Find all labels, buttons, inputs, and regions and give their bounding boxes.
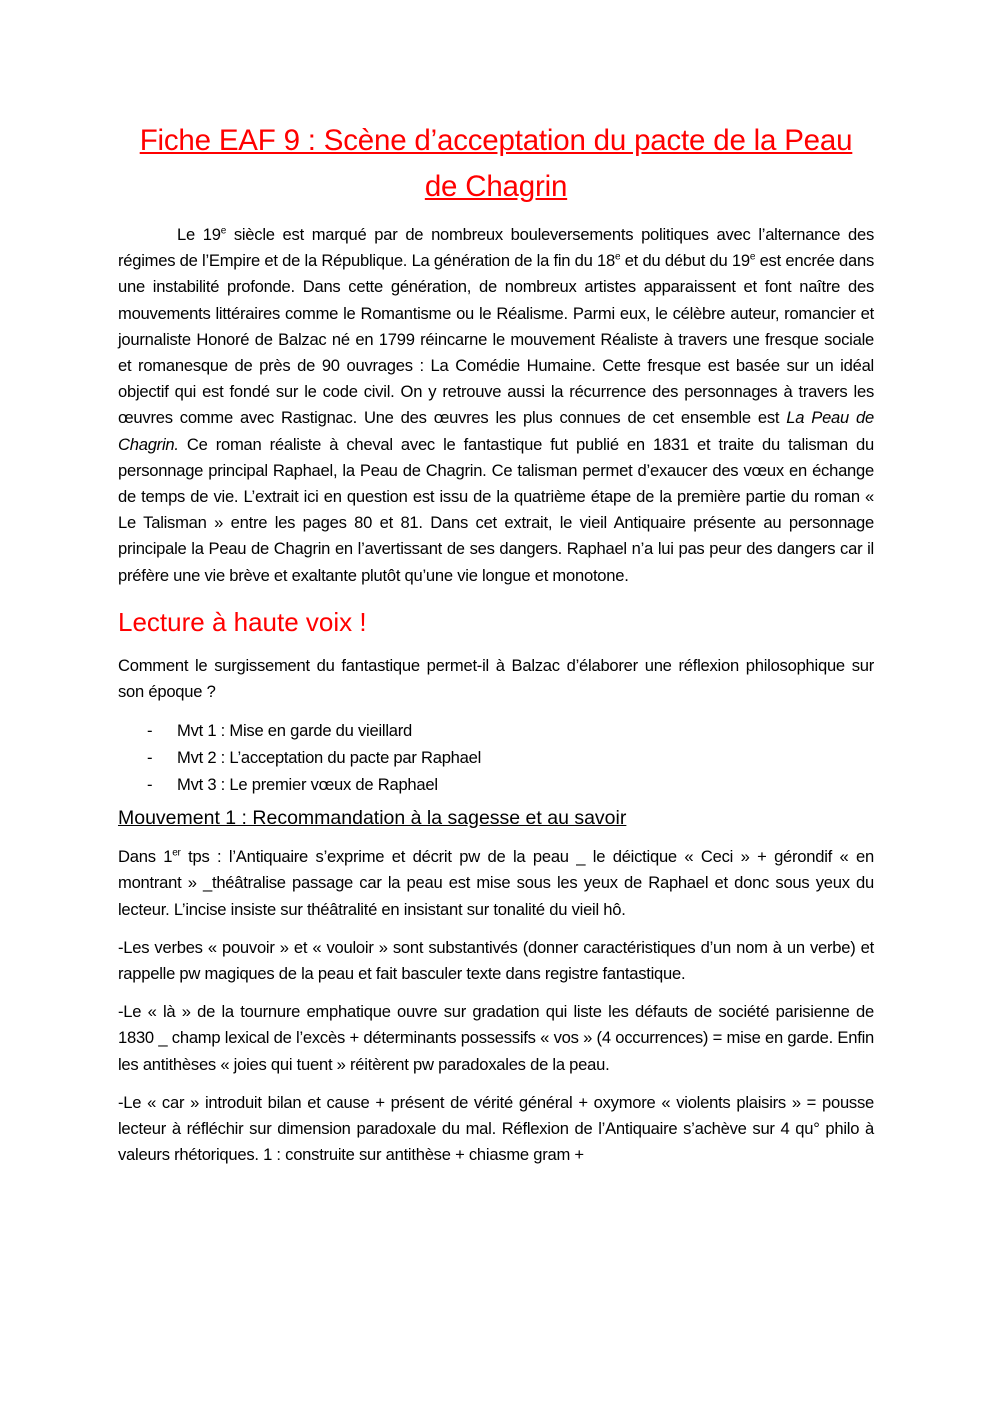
intro-sup-1: e [220,225,227,237]
list-item [118,717,874,744]
lecture-heading: Lecture à haute voix ! [118,606,367,637]
movement-1-heading: Mouvement 1 : Recommandation à la sagesse et au savoir [118,807,627,830]
movement-label: Mvt 1 : Mise en garde du vieillard [177,721,412,741]
analysis-paragraph-4: -Le « car » introduit bilan et cause + présent de vérité général + oxymore « violents plaisirs » = pousse lecteur à réfléchir sur dimension paradoxale du mal. Réflexion de l’Antiquaire s’achève sur 4 qu° philo à valeurs rhétoriques. 1 : construite sur antithèse + chiasme gram + [118,1092,874,1165]
movement-label: Mvt 2 : L’acceptation du pacte par Raphael [177,748,482,768]
title-line-2: de Chagrin [424,170,568,203]
intro-text-3: et du début du 19 [620,251,750,271]
intro-text-4: est encrée dans une instabilité profonde. Dans cette génération, de nombreux artistes apparaissent et font naître des mouvements littéraires comme le Romantisme ou le Réalisme. Parmi eux, le célèbre auteur, romancier et journaliste Honoré de Balzac né en 1799 réincarne le mouvement Réaliste à travers une fresque sociale et romanesque de près de 90 ouvrages : La Comédie Humaine. Cette fresque est basée sur un idéal objectif qui est fondé sur le code civil. On y retrouve aussi la récurrence des personnages à travers les œuvres comme avec Rastignac. Une des œuvres les plus connues de cet ensemble est [118,251,874,428]
analysis-sup: er [172,847,181,859]
list-dash: - [147,775,153,795]
title-line-1: Fiche EAF 9 : Scène d’acceptation du pacte de la Peau [139,124,853,157]
intro-paragraph [118,222,874,589]
analysis-text-1b: tps : l’Antiquaire s’exprime et décrit pw de la peau _ le déictique « Ceci » + gérondif « en montrant » _théâtralise passage car la peau est mise sous les yeux de Raphael et donc sous yeux du lecteur. L’incise insiste sur théâtralité en insistant sur tonalité du vieil hô. [118,847,874,919]
problematic-question: Comment le surgissement du fantastique permet-il à Balzac d’élaborer une réflexion philosophique sur son époque ? [118,655,874,702]
movements-list [118,717,874,798]
intro-text-1: Le 19 [177,225,221,244]
list-item [118,771,874,798]
intro-text-5: Ce roman réaliste à cheval avec le fantastique fut publié en 1831 et traite du talisman du personnage principal Raphael, la Peau de Chagrin. Ce talisman permet d’exaucer des vœux en échange de temps de vie. L’extrait ici en question est issu de la quatrième étape de la première partie du roman « Le Talisman » entre les pages 80 et 81. Dans cet extrait, le vieil Antiquaire présente au personnage principale la Peau de Chagrin en l’avertissant de ses dangers. Raphael n’a lui pas peur des dangers car il préfère une vie brève et exaltante plutôt qu’une vie longue et monotone. [118,434,874,585]
analysis-text-1a: Dans 1 [118,847,173,867]
list-item [118,744,874,771]
analysis-paragraph-1 [118,844,874,923]
intro-book-title: La Peau de Chagrin. [118,408,874,454]
movement-label: Mvt 3 : Le premier vœux de Raphael [177,775,438,795]
analysis-paragraph-2: -Les verbes « pouvoir » et « vouloir » sont substantivés (donner caractéristiques d’un nom à un verbe) et rappelle pw magiques de la peau et fait basculer texte dans registre fantastique. [118,937,874,984]
analysis-paragraph-3: -Le « là » de la tournure emphatique ouvre sur gradation qui liste les défauts de société parisienne de 1830 _ champ lexical de l’excès + déterminants possessifs « vos » (4 occurrences) = mise en garde. Enfin les antithèses « joies qui tuent » réitèrent pw paradoxales de la peau. [118,1002,874,1074]
intro-sup-3: e [749,251,756,263]
document-title [118,118,874,210]
intro-sup-2: e [614,251,621,263]
list-dash: - [147,748,153,768]
list-dash: - [147,721,153,741]
intro-text-2: siècle est marqué par de nombreux bouleversements politiques avec l’alternance des régimes de l’Empire et de la République. La génération de la fin du 18 [118,225,874,271]
document-page [118,118,874,1180]
